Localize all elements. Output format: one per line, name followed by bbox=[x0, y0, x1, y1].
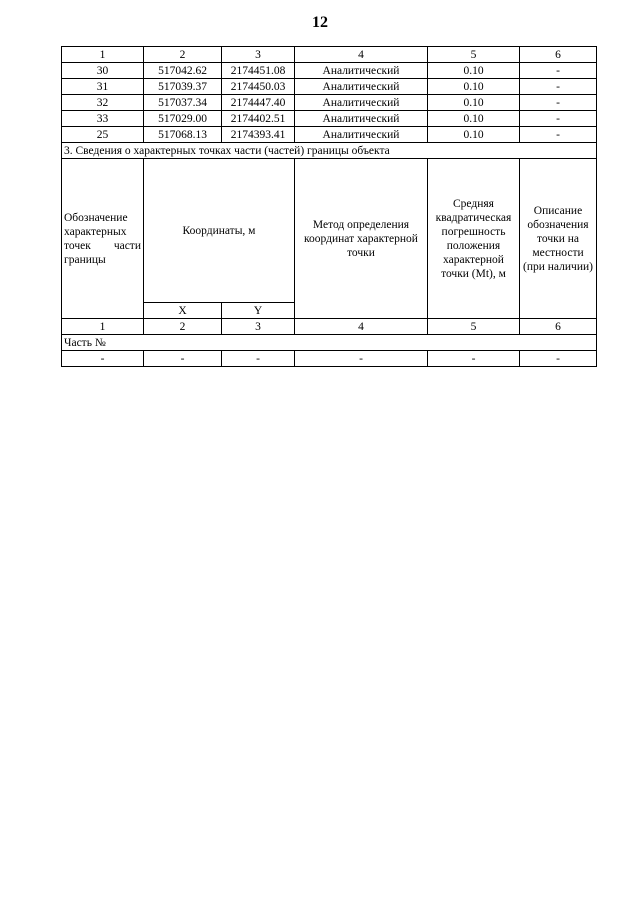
description-cell: - bbox=[520, 95, 597, 111]
table-row bbox=[62, 111, 597, 127]
empty-cell: - bbox=[295, 351, 428, 367]
x-cell: 517042.62 bbox=[144, 63, 222, 79]
column-number: 2 bbox=[144, 319, 222, 335]
accuracy-cell: 0.10 bbox=[428, 111, 520, 127]
empty-cell: - bbox=[428, 351, 520, 367]
table-row bbox=[62, 95, 597, 111]
x-cell: 517039.37 bbox=[144, 79, 222, 95]
empty-cell: - bbox=[62, 351, 144, 367]
column-number: 6 bbox=[520, 319, 597, 335]
y-cell: 2174402.51 bbox=[222, 111, 295, 127]
page-number: 12 bbox=[312, 14, 328, 31]
coordinates-header: Координаты, м bbox=[144, 159, 295, 303]
x-cell: 517068.13 bbox=[144, 127, 222, 143]
description-cell: - bbox=[520, 79, 597, 95]
table-row bbox=[62, 127, 597, 143]
point-cell: 31 bbox=[62, 79, 144, 95]
column-number: 3 bbox=[222, 47, 295, 63]
table-row bbox=[62, 63, 597, 79]
accuracy-cell: 0.10 bbox=[428, 127, 520, 143]
y-cell: 2174447.40 bbox=[222, 95, 295, 111]
designation-header-line: Обозначение bbox=[64, 211, 128, 224]
description-cell: - bbox=[520, 127, 597, 143]
header-row bbox=[62, 159, 597, 303]
point-cell: 33 bbox=[62, 111, 144, 127]
point-cell: 25 bbox=[62, 127, 144, 143]
method-cell: Аналитический bbox=[295, 127, 428, 143]
accuracy-cell: 0.10 bbox=[428, 63, 520, 79]
designation-header-line: точек части bbox=[64, 239, 141, 252]
accuracy-cell: 0.10 bbox=[428, 79, 520, 95]
column-number-row bbox=[62, 319, 597, 335]
point-cell: 32 bbox=[62, 95, 144, 111]
boundary-points-table bbox=[61, 46, 597, 367]
x-cell: 517037.34 bbox=[144, 95, 222, 111]
x-cell: 517029.00 bbox=[144, 111, 222, 127]
method-header: Метод определения координат характерной точки bbox=[295, 159, 428, 319]
column-number: 5 bbox=[428, 319, 520, 335]
description-cell: - bbox=[520, 111, 597, 127]
column-number: 5 bbox=[428, 47, 520, 63]
section-title: 3. Сведения о характерных точках части (частей) границы объекта bbox=[62, 143, 597, 159]
description-header: Описание обозначения точки на местности (при наличии) bbox=[520, 159, 597, 319]
table-row bbox=[62, 351, 597, 367]
column-number: 3 bbox=[222, 319, 295, 335]
column-number: 2 bbox=[144, 47, 222, 63]
empty-cell: - bbox=[520, 351, 597, 367]
y-header: Y bbox=[222, 303, 295, 319]
method-cell: Аналитический bbox=[295, 95, 428, 111]
accuracy-header: Средняя квадратическая погрешность положения характерной точки (Mt), м bbox=[428, 159, 520, 319]
method-cell: Аналитический bbox=[295, 111, 428, 127]
table-row bbox=[62, 79, 597, 95]
y-cell: 2174451.08 bbox=[222, 63, 295, 79]
y-cell: 2174393.41 bbox=[222, 127, 295, 143]
part-label: Часть № bbox=[62, 335, 597, 351]
accuracy-cell: 0.10 bbox=[428, 95, 520, 111]
empty-cell: - bbox=[222, 351, 295, 367]
description-cell: - bbox=[520, 63, 597, 79]
part-label-row bbox=[62, 335, 597, 351]
method-cell: Аналитический bbox=[295, 79, 428, 95]
column-number-row bbox=[62, 47, 597, 63]
column-number: 6 bbox=[520, 47, 597, 63]
point-cell: 30 bbox=[62, 63, 144, 79]
x-header: X bbox=[144, 303, 222, 319]
method-cell: Аналитический bbox=[295, 63, 428, 79]
column-number: 4 bbox=[295, 47, 428, 63]
designation-header-line: границы bbox=[64, 253, 106, 266]
designation-header-line: характерных bbox=[64, 225, 127, 238]
empty-cell: - bbox=[144, 351, 222, 367]
section-title-row bbox=[62, 143, 597, 159]
column-number: 1 bbox=[62, 47, 144, 63]
column-number: 1 bbox=[62, 319, 144, 335]
column-number: 4 bbox=[295, 319, 428, 335]
designation-header bbox=[62, 159, 144, 319]
y-cell: 2174450.03 bbox=[222, 79, 295, 95]
